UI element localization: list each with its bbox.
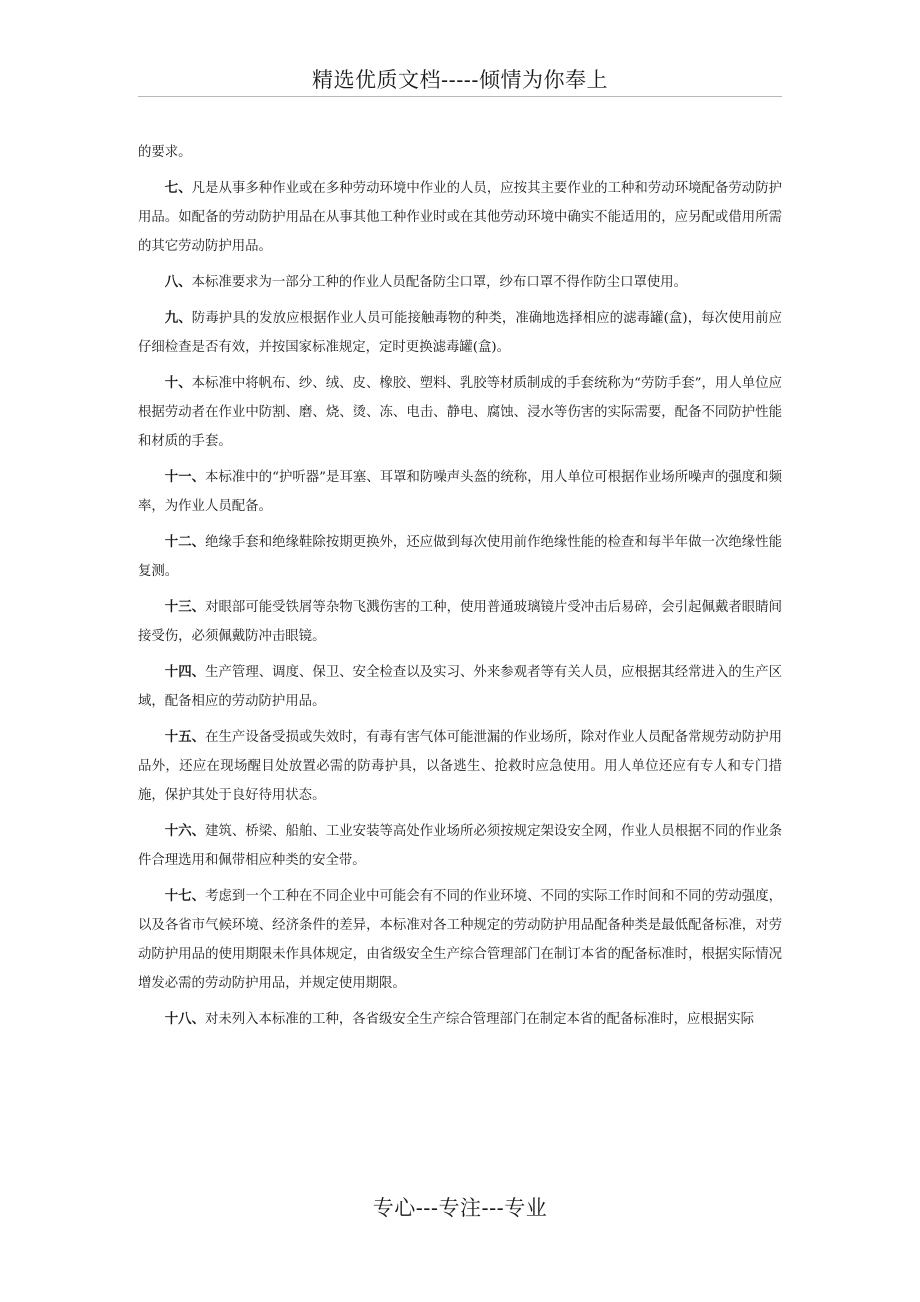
paragraph-continuation — [138, 138, 782, 167]
paragraph-number: 十二、 — [164, 534, 206, 550]
paragraph-text: 本标准中将帆布、纱、绒、皮、橡胶、塑料、乳胶等材质制成的手套统称为“劳防手套”，用人单位应根据劳动者在作业中防割、磨、烧、烫、冻、电击、静电、腐蚀、浸水等伤害的实际需要，配备不同防护性能和材质的手套。 — [138, 376, 782, 449]
paragraph-text: 防毒护具的发放应根据作业人员可能接触毒物的种类，准确地选择相应的滤毒罐(盒)，每次使用前应仔细检查是否有效，并按国家标准规定，定时更换滤毒罐(盒)。 — [138, 311, 782, 355]
paragraph-18 — [138, 1005, 782, 1034]
paragraph-number: 十七、 — [164, 888, 206, 904]
paragraph-number: 十八、 — [164, 1011, 205, 1027]
paragraph-text: 绝缘手套和绝缘鞋除按期更换外，还应做到每次使用前作绝缘性能的检查和每半年做一次绝缘性能复测。 — [138, 535, 783, 579]
paragraph-number: 十五、 — [164, 729, 206, 745]
paragraph-7 — [138, 174, 782, 261]
paragraph-text: 凡是从事多种作业或在多种劳动环境中作业的人员，应按其主要作业的工种和劳动环境配备劳动防护用品。如配备的劳动防护用品在从事其他工种作业时或在其他劳动环境中确实不能适用的，应另配或借用所需的其它劳动防护用品。 — [138, 181, 783, 254]
paragraph-text: 本标准中的“护听器”是耳塞、耳罩和防噪声头盔的统称，用人单位可根据作业场所噪声的强度和频率，为作业人员配备。 — [138, 470, 782, 514]
paragraph-number: 十四、 — [164, 664, 206, 680]
paragraph-number: 七、 — [164, 180, 192, 196]
paragraph-text: 在生产设备受损或失效时，有毒有害气体可能泄漏的作业场所，除对作业人员配备常规劳动防护用品外，还应在现场醒目处放置必需的防毒护具，以备逃生、抢救时应急使用。用人单位还应有专人和专门措施，保护其处于良好待用状态。 — [138, 730, 783, 803]
paragraph-number: 九、 — [164, 310, 192, 326]
paragraph-14 — [138, 658, 782, 716]
paragraph-13 — [138, 593, 782, 651]
paragraph-number: 八、 — [164, 274, 192, 290]
paragraph-text: 考虑到一个工种在不同企业中可能会有不同的作业环境、不同的实际工作时间和不同的劳动强度，以及各省市气候环境、经济条件的差异，本标准对各工种规定的劳动防护用品配备种类是最低配备标准，对劳动防护用品的使用期限未作具体规定，由省级安全生产综合管理部门在制订本省的配备标准时，根据实际情况增发必需的劳动防护用品，并规定使用期限。 — [138, 889, 783, 991]
paragraph-text: 对眼部可能受铁屑等杂物飞溅伤害的工种，使用普通玻璃镜片受冲击后易碎，会引起佩戴者眼睛间接受伤，必须佩戴防冲击眼镜。 — [138, 600, 783, 644]
header-rule — [138, 96, 782, 97]
paragraph-17 — [138, 882, 782, 998]
paragraph-number: 十三、 — [164, 599, 206, 615]
paragraph-number: 十一、 — [164, 469, 206, 485]
paragraph-text: 生产管理、调度、保卫、安全检查以及实习、外来参观者等有关人员，应根据其经常进入的生产区域，配备相应的劳动防护用品。 — [138, 665, 783, 709]
paragraph-number: 十六、 — [164, 823, 206, 839]
document-body — [138, 138, 782, 1041]
paragraph-12 — [138, 528, 782, 586]
paragraph-text: 建筑、桥梁、船舶、工业安装等高处作业场所必须按规定架设安全网，作业人员根据不同的作业条件合理选用和佩带相应种类的安全带。 — [138, 824, 783, 868]
paragraph-text: 对未列入本标准的工种，各省级安全生产综合管理部门在制定本省的配备标准时，应根据实际 — [204, 1012, 754, 1027]
page-header: 精选优质文档-----倾情为你奉上 — [312, 68, 608, 92]
paragraph-8 — [138, 268, 782, 297]
paragraph-11 — [138, 463, 782, 521]
paragraph-text: 的要求。 — [138, 145, 192, 160]
paragraph-9 — [138, 304, 782, 362]
paragraph-15 — [138, 723, 782, 810]
paragraph-16 — [138, 817, 782, 875]
page-footer: 专心---专注---专业 — [372, 1196, 548, 1220]
paragraph-text: 本标准要求为一部分工种的作业人员配备防尘口罩，纱布口罩不得作防尘口罩使用。 — [191, 275, 688, 290]
paragraph-number: 十、 — [164, 375, 192, 391]
paragraph-10 — [138, 369, 782, 456]
